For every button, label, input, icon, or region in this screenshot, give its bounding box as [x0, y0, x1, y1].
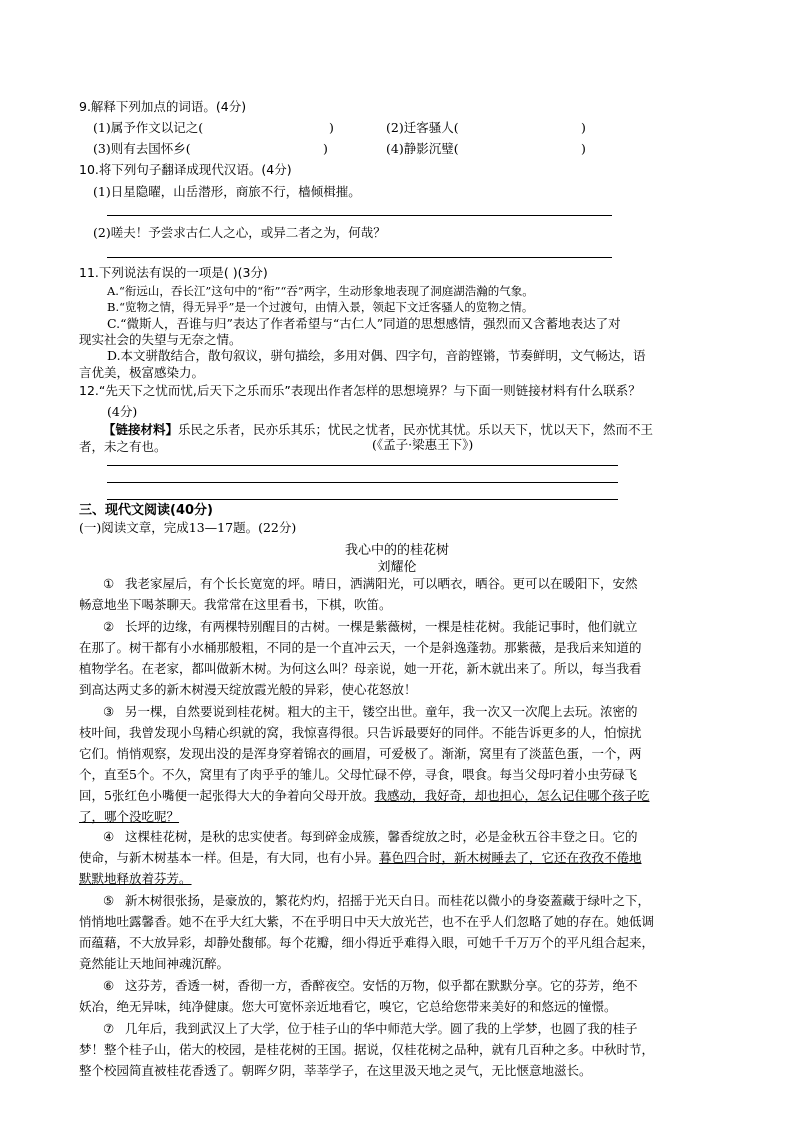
q9-item-3-close: )	[323, 141, 328, 156]
q9-item-3	[93, 140, 191, 157]
q12-link-line2: 者，未之有也。	[79, 439, 167, 454]
q12-score: (4分)	[107, 404, 138, 419]
paragraph-6	[79, 975, 713, 1017]
paragraph-line: 这芬芳，香透一树，香彻一方，香醉夜空。安恬的万物，似乎都在默默分享。它的芬芳，绝不	[125, 978, 638, 993]
paragraph-number: ⑦	[103, 1021, 115, 1036]
article-title: 我心中的的桂花树	[344, 543, 449, 558]
paragraph-line: 枝叶间，我曾发现小鸟精心织就的窝，我惊喜得很。只告诉最要好的同伴。不能告诉更多的人，怕惊扰	[79, 725, 642, 740]
q11-option-c-line1: C.“微斯人，吾谁与归”表达了作者希望与“古仁人”同道的思想感情，强烈而又含蓄地表达了对	[107, 316, 621, 331]
q11-stem: 11.下列说法有误的一项是( )(3分)	[79, 265, 268, 280]
paragraph-line: 在那了。树干都有小水桶那般粗，不同的是一个直冲云天，一个是斜逸蓬勃。那紫薇，是我后来知道的	[79, 640, 642, 655]
q12-source: (《孟子·梁惠王下》)	[372, 437, 474, 452]
answer-line[interactable]	[107, 215, 612, 216]
q9-item-4-close: )	[581, 141, 586, 156]
underlined-sentence: 默默地释放着芬芳。	[79, 871, 192, 886]
paragraph-line: 悄悄地吐露馨香。她不在乎大红大紫，不在乎明日中天大放光芒，也不在乎人们忽略了她的存在。她低调	[79, 914, 655, 929]
paragraph-number: ③	[103, 704, 115, 719]
paragraph-line: 我老家屋后，有个长长宽宽的坪。晴日，洒满阳光，可以晒衣，晒谷。更可以在暖阳下，安然	[125, 576, 638, 591]
q10-sentence-2: (2)嗟夫！予尝求古仁人之心，或异二者之为，何哉？	[93, 225, 386, 240]
q9-item-1-close: )	[329, 120, 334, 135]
q9-item-4-text: (4)静影沉璧(	[386, 141, 459, 156]
paragraph-line: 到高达两丈多的新木树漫天绽放霞光般的异彩，使心花怒放！	[79, 682, 417, 697]
paragraph-line: 畅意地坐下喝茶聊天。我常常在这里看书，下棋，吹笛。	[79, 597, 392, 612]
paragraph-number: ⑥	[103, 978, 115, 993]
paragraph-number: ②	[103, 619, 115, 634]
paragraph-4	[79, 826, 713, 889]
paragraph-line: 而蕴藉，不大放异彩，却静处馥郁。每个花瓣，细小得近乎难得入眼，可她千千万万个的平凡组合起来，	[79, 935, 655, 950]
section-subheading: (一)阅读文章，完成13—17题。(22分)	[79, 520, 297, 535]
answer-line[interactable]	[107, 482, 618, 483]
answer-line[interactable]	[107, 499, 618, 500]
paragraph-line: 它们。悄悄观察，发现出没的是浑身穿着锦衣的画眉，可爱极了。渐渐，窝里有了淡蓝色蛋，一个，两	[79, 746, 642, 761]
q9-item-3-text: (3)则有去国怀乡(	[93, 141, 191, 156]
underlined-sentence: 我感动，我好奇，却也担心，怎么记住哪个孩子吃	[374, 788, 650, 803]
paragraph-line: 竟然能让天地间神魂沉醉。	[79, 956, 230, 971]
paragraph-line: 整个校园简直被桂花香透了。朝晖夕阴，莘莘学子，在这里汲天地之灵气，无比惬意地滋长。	[79, 1063, 592, 1078]
q11-option-b: B.“览物之情，得无异乎”是一个过渡句，由情入景，领起下文迁客骚人的览物之情。	[107, 300, 534, 314]
paragraph-line: 妖冶，绝无异味，纯净健康。您大可宽怀亲近地看它，嗅它，它总给您带来美好的和悠远的憧憬。	[79, 999, 617, 1014]
q11-option-c-line2: 现实社会的失望与无奈之情。	[79, 332, 242, 347]
paragraph-line: 另一棵，自然要说到桂花树。粗大的主干，镂空出世。童年，我一次又一次爬上去玩。浓密的	[125, 704, 638, 719]
link-material-label: 【链接材料】	[103, 422, 179, 437]
q11-option-a: A.“衔远山，吞长江”这句中的“衔”“吞”两字，生动形象地表现了洞庭湖浩瀚的气象。	[107, 284, 534, 298]
paragraph-1	[79, 573, 713, 615]
paragraph-number: ①	[103, 576, 115, 591]
q10-sentence-1: (1)日星隐曜，山岳潜形，商旅不行，樯倾楫摧。	[93, 184, 361, 199]
q11-option-d-line1: D.本文骈散结合，散句叙议，骈句描绘，多用对偶、四字句，音韵铿锵，节奏鲜明，文气畅达，语	[107, 348, 646, 363]
q9-item-1-text: (1)属予作文以记之(	[93, 120, 204, 135]
paragraph-line: 长坪的边缘，有两棵特别醒目的古树。一棵是紫薇树，一棵是桂花树。我能记事时，他们就立	[125, 619, 638, 634]
paragraph-line: 回，5张红色小嘴便一起张得大大的争着向父母开放。	[79, 788, 375, 803]
underlined-sentence: 了，哪个没吃呢？	[79, 809, 180, 824]
answer-line[interactable]	[107, 465, 618, 466]
q9-item-4	[386, 140, 459, 157]
paragraph-line: 个，直至5个。不久，窝里有了肉乎乎的雏儿。父母忙碌不停，寻食，喂食。每当父母叼着小虫劳碌飞	[79, 767, 637, 782]
paragraph-number: ④	[103, 829, 115, 844]
q9-item-2	[386, 119, 459, 136]
paragraph-5	[79, 890, 713, 974]
paragraph-2	[79, 616, 713, 700]
link-material-text-1: 乐民之乐者，民亦乐其乐；忧民之忧者，民亦忧其忧。乐以天下，忧以天下，然而不王	[178, 422, 654, 437]
paragraph-line: 新木树很张扬，是豪放的，繁花灼灼，招摇于光天白日。而桂花以微小的身姿蓋藏于绿叶之下，	[125, 893, 651, 908]
paragraph-line: 这棵桂花树，是秋的忠实使者。每到碎金成簇，馨香绽放之时，必是金秋五谷丰登之日。它的	[125, 829, 638, 844]
paragraph-line: 梦！整个桂子山，偌大的校园，是桂花树的王国。据说，仅桂花树之品种，就有几百种之多。中秋时节，	[79, 1042, 655, 1057]
q9-item-1	[93, 119, 203, 136]
paragraph-line: 使命，与新木树基本一样。但是，有大同，也有小异。	[79, 850, 380, 865]
section-heading: 三、现代文阅读(40分)	[79, 503, 213, 518]
q9-stem: 9.解释下列加点的词语。(4分)	[79, 99, 247, 114]
paragraph-number: ⑤	[103, 893, 115, 908]
q11-option-d-line2: 言优美，极富感染力。	[79, 365, 205, 380]
paragraph-line: 几年后，我到武汉上了大学，位于桂子山的华中师范大学。圆了我的上学梦，也圆了我的桂子	[125, 1021, 638, 1036]
paragraph-7	[79, 1018, 713, 1081]
q10-stem: 10.将下列句子翻译成现代汉语。(4分)	[79, 162, 292, 177]
answer-line[interactable]	[107, 257, 612, 258]
paragraph-line: 植物学名。在老家，都叫做新木树。为何这么叫？母亲说，她一开花，新木就出来了。所以，每当我看	[79, 661, 642, 676]
q9-item-2-close: )	[581, 120, 586, 135]
underlined-sentence: 暮色四合时，新木树睡去了，它还在孜孜不倦地	[379, 850, 642, 865]
article-author: 刘耀伦	[377, 560, 417, 575]
paragraph-3	[79, 701, 713, 827]
q9-item-2-text: (2)迁客骚人(	[386, 120, 459, 135]
q12-stem: 12.“先天下之忧而忧,后天下之乐而乐”表现出作者怎样的思想境界？与下面一则链接材料有什么联系？	[79, 383, 641, 398]
